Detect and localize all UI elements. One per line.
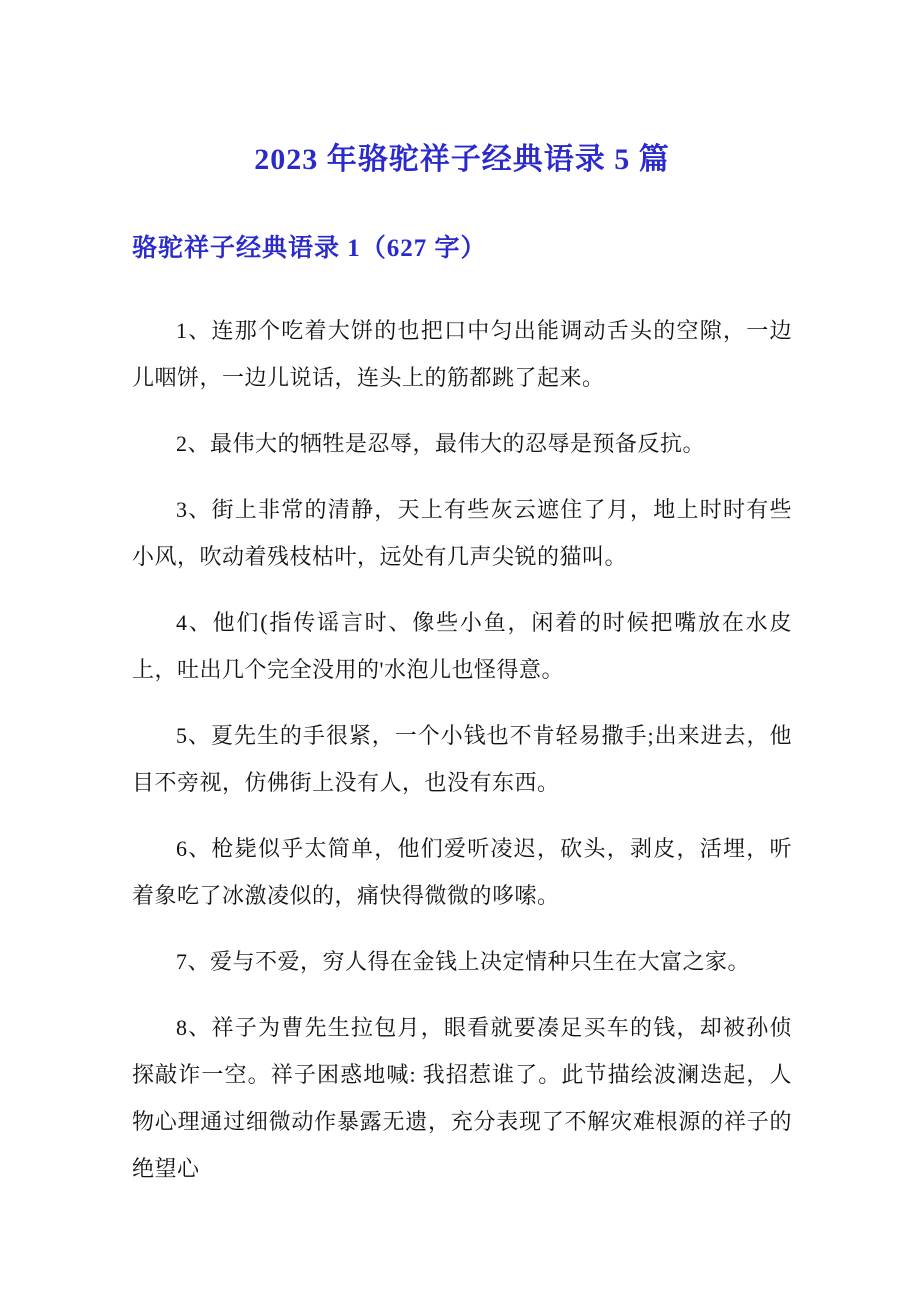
paragraph: 6、枪毙似乎太简单，他们爱听凌迟，砍头，剥皮，活埋，听着象吃了冰激凌似的，痛快得微微的哆嗦。 — [132, 836, 792, 908]
document-title: 2023 年骆驼祥子经典语录 5 篇 — [254, 143, 670, 176]
paragraph: 2、最伟大的牺牲是忍辱，最伟大的忍辱是预备反抗。 — [176, 431, 706, 456]
paragraph: 3、街上非常的清静，天上有些灰云遮住了月，地上时时有些小风，吹动着残枝枯叶，远处有几声尖锐的猫叫。 — [132, 497, 792, 569]
paragraph: 7、爱与不爱，穷人得在金钱上决定情种只生在大富之家。 — [176, 949, 751, 974]
paragraph: 8、祥子为曹先生拉包月，眼看就要凑足买车的钱，却被孙侦探敲诈一空。祥子困惑地喊: 我招惹谁了。此节描绘波澜迭起，人物心理通过细微动作暴露无遗，充分表现了不解灾难根源的祥子的绝望心 — [132, 1015, 792, 1181]
paragraph: 5、夏先生的手很紧，一个小钱也不肯轻易撒手;出来进去，他目不旁视，仿佛街上没有人，也没有东西。 — [132, 723, 792, 795]
section-heading: 骆驼祥子经典语录 1（627 字） — [132, 235, 487, 262]
paragraph: 1、连那个吃着大饼的也把口中匀出能调动舌头的空隙，一边儿咽饼，一边儿说话，连头上的筋都跳了起来。 — [132, 318, 792, 390]
paragraph: 4、他们(指传谣言时、像些小鱼，闲着的时候把嘴放在水皮上，吐出几个完全没用的'水泡儿也怪得意。 — [132, 610, 792, 682]
paragraph-list — [132, 307, 792, 1192]
